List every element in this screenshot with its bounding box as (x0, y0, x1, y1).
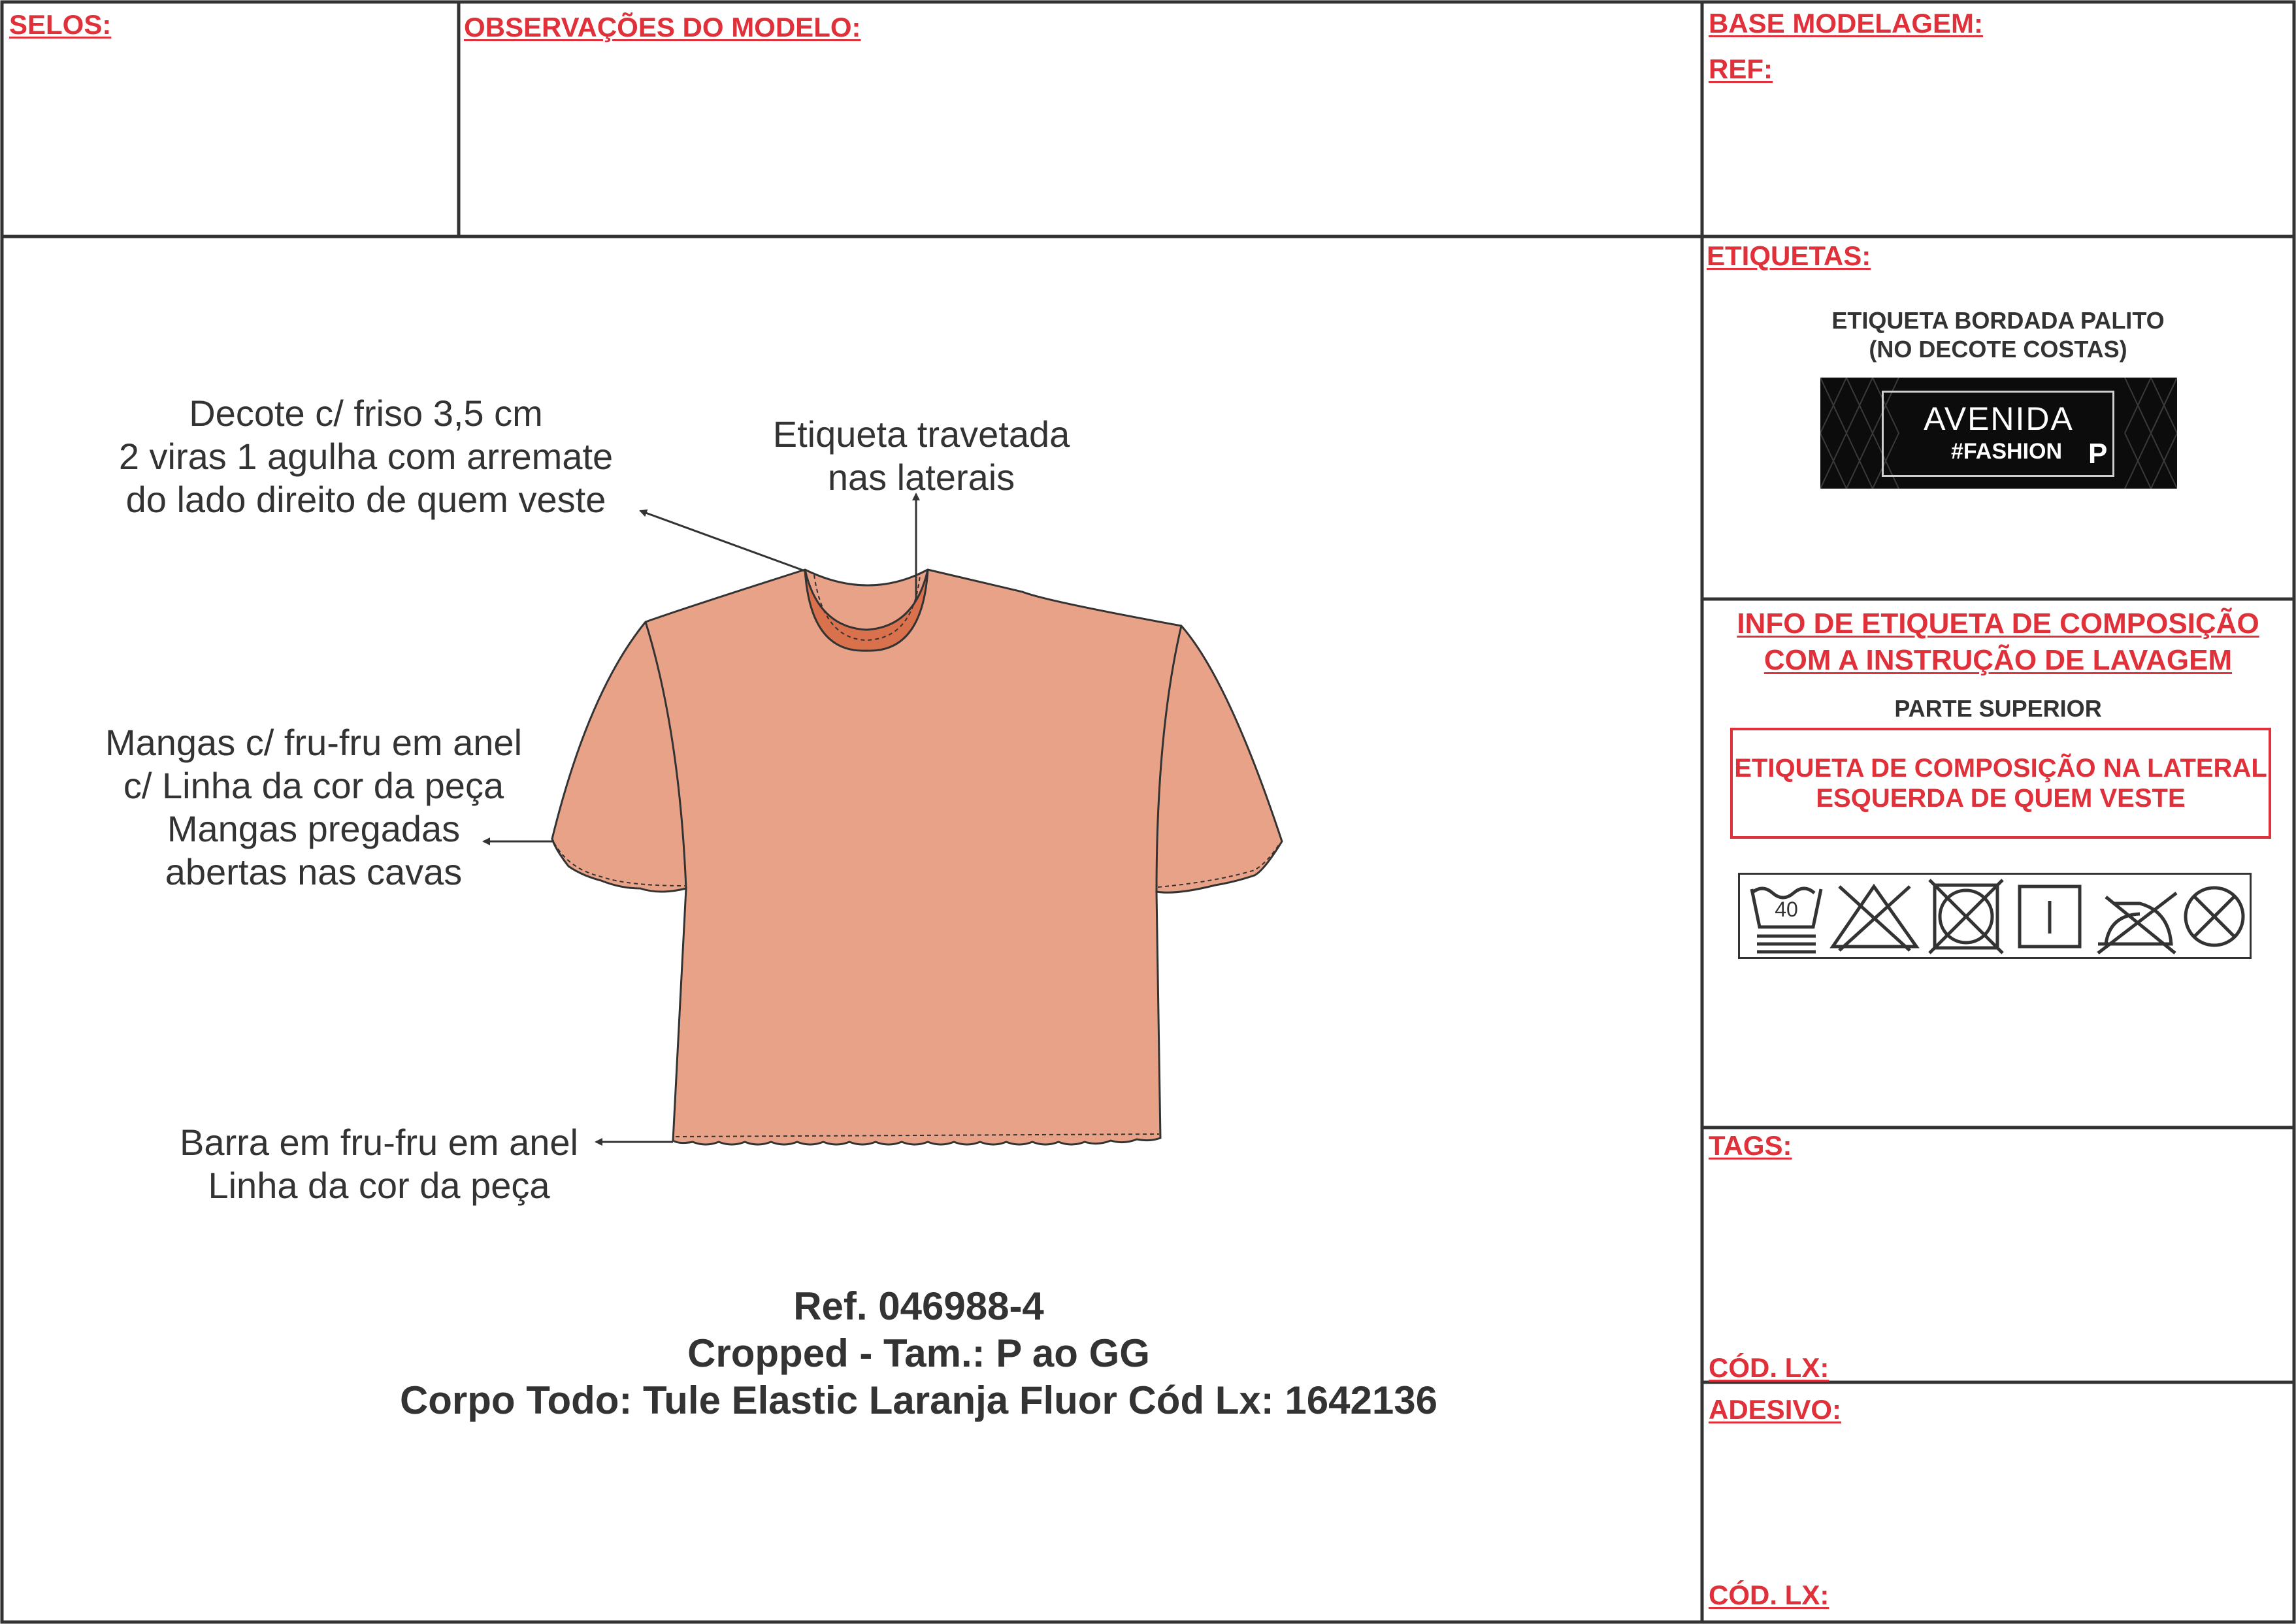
mangas-line2: c/ Linha da cor da peça (123, 765, 504, 806)
ref-label: REF: (1709, 54, 1773, 84)
barra-line1: Barra em fru-fru em anel (180, 1122, 578, 1163)
product-fabric: Corpo Todo: Tule Elastic Laranja Fluor Cód Lx: 1642136 (399, 1378, 1438, 1422)
etiqueta-line1: Etiqueta travetada (772, 414, 1070, 455)
decote-line1: Decote c/ friso 3,5 cm (189, 393, 543, 434)
decote-annotation (78, 392, 653, 521)
composicao-warning-box: ETIQUETA DE COMPOSIÇÃO NA LATERAL ESQUERDA DE QUEM VESTE (1730, 728, 2271, 839)
mangas-line1: Mangas c/ fru-fru em anel (105, 722, 523, 763)
etiqueta-title-line1: ETIQUETA BORDADA PALITO (1831, 307, 2165, 334)
tags-cod-label: CÓD. LX: (1709, 1352, 1829, 1383)
wash-temp-text: 40 (1775, 898, 1798, 921)
barra-annotation (131, 1121, 627, 1207)
etiquetas-label: ETIQUETAS: (1707, 240, 1871, 271)
selos-label: SELOS: (9, 9, 112, 40)
etiqueta-line2: nas laterais (827, 457, 1015, 498)
observacoes-label: OBSERVAÇÕES DO MODELO: (464, 12, 861, 42)
product-model: Cropped - Tam.: P ao GG (687, 1331, 1150, 1375)
barra-line2: Linha da cor da peça (208, 1165, 550, 1206)
product-ref: Ref. 046988-4 (793, 1284, 1044, 1328)
etiqueta-title-line2: (NO DECOTE COSTAS) (1869, 336, 2127, 363)
label-brand-text: AVENIDA (1924, 400, 2074, 437)
etiqueta-annotation (725, 413, 1117, 499)
adesivo-cod-label: CÓD. LX: (1709, 1580, 1829, 1610)
tshirt-body (552, 570, 1282, 1145)
mangas-line4: abertas nas cavas (165, 851, 463, 892)
parte-superior-label: PARTE SUPERIOR (1894, 695, 2102, 722)
base-modelagem-label: BASE MODELAGEM: (1709, 8, 1983, 39)
label-tag-text: #FASHION (1951, 439, 2063, 464)
composicao-title-line1: INFO DE ETIQUETA DE COMPOSIÇÃO (1737, 608, 2259, 640)
tags-label: TAGS: (1709, 1130, 1792, 1161)
adesivo-label: ADESIVO: (1709, 1394, 1842, 1425)
decote-line2: 2 viras 1 agulha com arremate (118, 436, 614, 477)
label-size-text: P (2088, 438, 2108, 470)
product-info (196, 1283, 1641, 1424)
decote-line3: do lado direito de quem veste (125, 479, 606, 520)
mangas-line3: Mangas pregadas (167, 808, 461, 849)
composicao-title-line2: COM A INSTRUÇÃO DE LAVAGEM (1763, 644, 2233, 676)
mangas-annotation (65, 721, 562, 894)
